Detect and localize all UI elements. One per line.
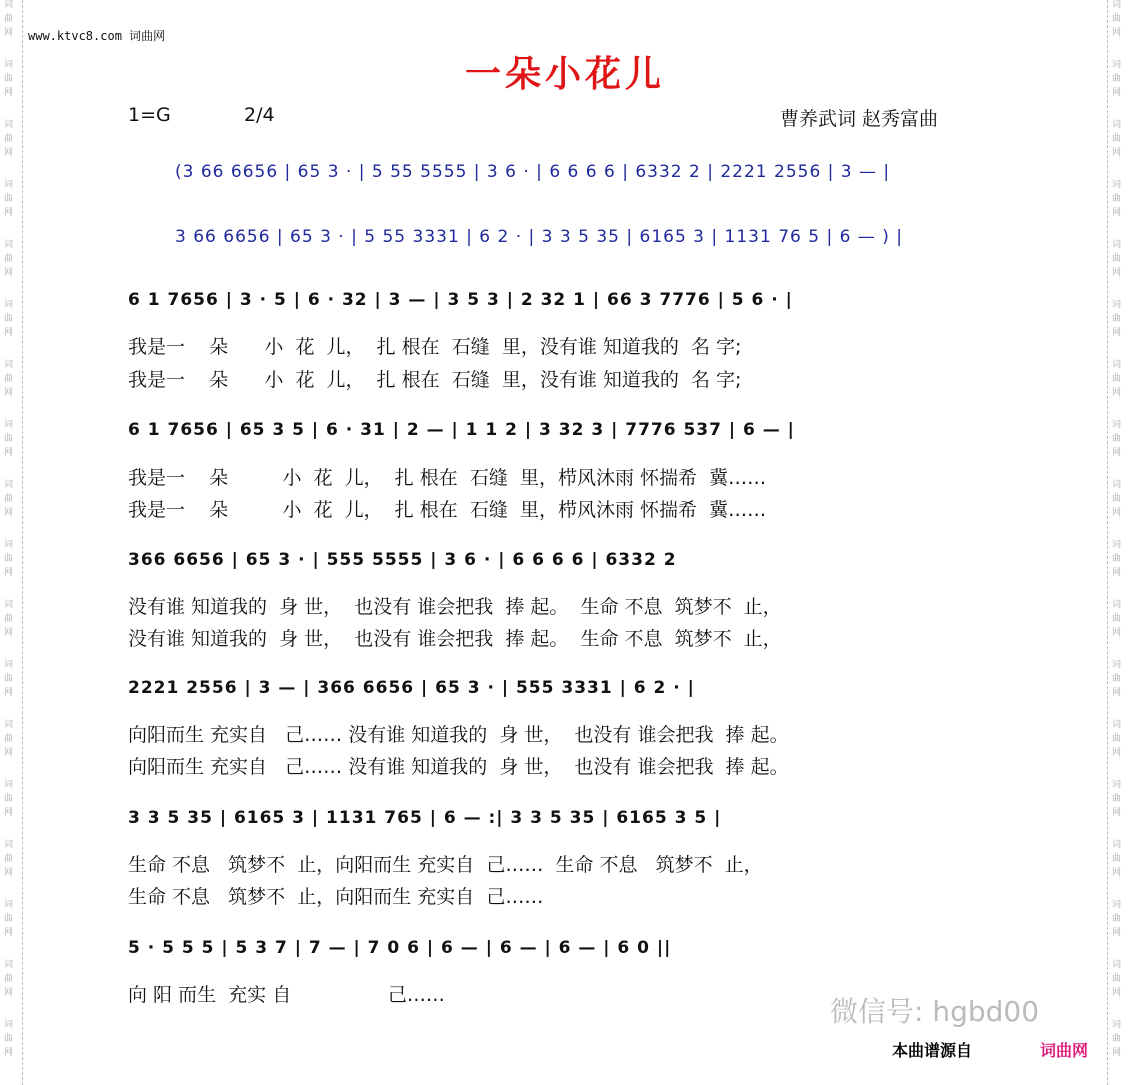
- watermark-glyph: 曲: [1112, 794, 1122, 804]
- watermark-glyph: 曲: [4, 1034, 14, 1044]
- watermark-glyph: 网: [4, 148, 14, 158]
- watermark-glyph: 网: [1112, 388, 1122, 398]
- watermark-glyph: 词: [1112, 1020, 1122, 1030]
- watermark-glyph: 网: [4, 448, 14, 458]
- watermark-glyph: 网: [1112, 748, 1122, 758]
- watermark-glyph: 词: [4, 660, 14, 670]
- watermark-glyph: 网: [1112, 88, 1122, 98]
- watermark-glyph: 网: [1112, 268, 1122, 278]
- watermark-glyph: 曲: [4, 314, 14, 324]
- watermark-glyph: 网: [1112, 448, 1122, 458]
- watermark-glyph: 词: [1112, 600, 1122, 610]
- watermark-glyph: 网: [1112, 808, 1122, 818]
- watermark-glyph: 网: [4, 388, 14, 398]
- watermark-glyph: 曲: [1112, 194, 1122, 204]
- watermark-glyph: 词: [4, 840, 14, 850]
- watermark-glyph: 网: [1112, 148, 1122, 158]
- watermark-glyph: 词: [4, 720, 14, 730]
- watermark-glyph: 网: [4, 28, 14, 38]
- wechat-watermark: 微信号: hgbd00: [830, 995, 1040, 1028]
- watermark-glyph: 曲: [1112, 914, 1122, 924]
- score-row-4: 2221 2556 | 3 — | 366 6656 | 65 3 · | 555 3331 | 6 2 · |: [128, 678, 695, 698]
- watermark-glyph: 曲: [4, 14, 14, 24]
- watermark-glyph: 网: [4, 88, 14, 98]
- watermark-glyph: 曲: [1112, 554, 1122, 564]
- watermark-glyph: 词: [1112, 120, 1122, 130]
- watermark-glyph: 网: [4, 328, 14, 338]
- watermark-glyph: 词: [4, 1020, 14, 1030]
- lyric-line: 生命 不息 筑梦不 止，向阳而生 充实自 己……: [128, 886, 544, 908]
- watermark-glyph: 词: [1112, 540, 1122, 550]
- credits: 曹养武词 赵秀富曲: [780, 108, 939, 130]
- watermark-glyph: 词: [4, 420, 14, 430]
- watermark-glyph: 词: [4, 240, 14, 250]
- watermark-glyph: 词: [1112, 480, 1122, 490]
- watermark-glyph: 曲: [4, 914, 14, 924]
- watermark-glyph: 词: [4, 180, 14, 190]
- score-row-5: 3 3 5 35 | 6165 3 | 1131 765 | 6 — :| 3 3 5 35 | 6165 3 5 |: [128, 808, 722, 828]
- watermark-glyph: 网: [4, 988, 14, 998]
- watermark-glyph: 网: [1112, 988, 1122, 998]
- watermark-glyph: 网: [4, 688, 14, 698]
- watermark-glyph: 曲: [1112, 374, 1122, 384]
- score-row-1: 6 1 7656 | 3 · 5 | 6 · 32 | 3 — | 3 5 3 | 2 32 1 | 66 3 7776 | 5 6 · |: [128, 290, 793, 310]
- watermark-glyph: 曲: [4, 554, 14, 564]
- lyric-line: 生命 不息 筑梦不 止，向阳而生 充实自 己…… 生命 不息 筑梦不 止，: [128, 854, 763, 876]
- lyric-line: 我是一 朵 小 花 儿， 扎 根在 石缝 里，栉风沐雨 怀揣希 冀……: [128, 499, 767, 521]
- watermark-glyph: 曲: [4, 974, 14, 984]
- watermark-glyph: 词: [1112, 360, 1122, 370]
- watermark-glyph: 词: [1112, 420, 1122, 430]
- watermark-glyph: 词: [4, 360, 14, 370]
- score-row-intro-2: 3 66 6656 | 65 3 · | 5 55 3331 | 6 2 · | 3 3 5 35 | 6165 3 | 1131 76 5 | 6 — ) |: [175, 227, 903, 247]
- watermark-glyph: 网: [4, 808, 14, 818]
- right-watermark-strip: [1107, 0, 1130, 1085]
- watermark-glyph: 词: [1112, 960, 1122, 970]
- lyric-line: 向阳而生 充实自 己…… 没有谁 知道我的 身 世， 也没有 谁会把我 捧 起。: [128, 724, 789, 746]
- watermark-glyph: 词: [4, 120, 14, 130]
- watermark-glyph: 网: [4, 868, 14, 878]
- watermark-glyph: 词: [1112, 660, 1122, 670]
- watermark-glyph: 曲: [4, 434, 14, 444]
- watermark-glyph: 词: [1112, 900, 1122, 910]
- watermark-glyph: 曲: [1112, 494, 1122, 504]
- watermark-glyph: 网: [4, 748, 14, 758]
- watermark-glyph: 网: [4, 268, 14, 278]
- lyric-line: 没有谁 知道我的 身 世， 也没有 谁会把我 捧 起。 生命 不息 筑梦不 止，: [128, 596, 782, 618]
- watermark-glyph: 词: [1112, 240, 1122, 250]
- watermark-glyph: 网: [1112, 688, 1122, 698]
- watermark-glyph: 曲: [1112, 854, 1122, 864]
- watermark-glyph: 网: [4, 628, 14, 638]
- watermark-glyph: 网: [1112, 1048, 1122, 1058]
- watermark-glyph: 词: [4, 600, 14, 610]
- watermark-glyph: 曲: [1112, 734, 1122, 744]
- watermark-glyph: 网: [1112, 328, 1122, 338]
- score-row-6: 5 · 5 5 5 | 5 3 7 | 7 — | 7 0 6 | 6 — | 6 — | 6 — | 6 0 ||: [128, 938, 672, 958]
- watermark-glyph: 词: [1112, 180, 1122, 190]
- watermark-glyph: 网: [1112, 868, 1122, 878]
- watermark-glyph: 网: [4, 508, 14, 518]
- watermark-glyph: 词: [1112, 60, 1122, 70]
- watermark-glyph: 曲: [4, 194, 14, 204]
- watermark-glyph: 曲: [4, 254, 14, 264]
- watermark-glyph: 网: [1112, 568, 1122, 578]
- watermark-glyph: 网: [4, 208, 14, 218]
- watermark-glyph: 曲: [1112, 134, 1122, 144]
- time-signature: 2/4: [244, 104, 275, 126]
- left-watermark-strip: [0, 0, 23, 1085]
- watermark-glyph: 曲: [1112, 434, 1122, 444]
- score-row-3: 366 6656 | 65 3 · | 555 5555 | 3 6 · | 6 6 6 6 | 6332 2: [128, 550, 677, 570]
- watermark-glyph: 网: [1112, 508, 1122, 518]
- lyric-line: 我是一 朵 小 花 儿， 扎 根在 石缝 里，栉风沐雨 怀揣希 冀……: [128, 467, 767, 489]
- watermark-glyph: 曲: [4, 794, 14, 804]
- page-title: 一朵小花儿: [464, 53, 665, 95]
- watermark-glyph: 曲: [4, 734, 14, 744]
- footer-source-label: 本曲谱源自: [892, 1041, 973, 1060]
- watermark-glyph: 曲: [4, 134, 14, 144]
- watermark-glyph: 曲: [4, 614, 14, 624]
- watermark-glyph: 词: [1112, 840, 1122, 850]
- watermark-glyph: 曲: [4, 74, 14, 84]
- watermark-glyph: 词: [4, 0, 14, 10]
- watermark-glyph: 词: [4, 900, 14, 910]
- watermark-glyph: 词: [4, 60, 14, 70]
- watermark-glyph: 曲: [1112, 614, 1122, 624]
- watermark-glyph: 曲: [1112, 314, 1122, 324]
- watermark-glyph: 曲: [1112, 674, 1122, 684]
- lyric-line: 我是一 朵 小 花 儿， 扎 根在 石缝 里，没有谁 知道我的 名 字;: [128, 369, 742, 391]
- watermark-glyph: 词: [1112, 0, 1122, 10]
- lyric-line: 向 阳 而生 充实 自 己……: [128, 984, 445, 1006]
- watermark-glyph: 网: [4, 568, 14, 578]
- watermark-glyph: 词: [4, 540, 14, 550]
- footer-source-link[interactable]: 词曲网: [1040, 1041, 1089, 1060]
- watermark-glyph: 网: [1112, 628, 1122, 638]
- lyric-line: 没有谁 知道我的 身 世， 也没有 谁会把我 捧 起。 生命 不息 筑梦不 止，: [128, 628, 782, 650]
- lyric-line: 向阳而生 充实自 己…… 没有谁 知道我的 身 世， 也没有 谁会把我 捧 起。: [128, 756, 789, 778]
- watermark-glyph: 曲: [4, 674, 14, 684]
- watermark-glyph: 词: [1112, 780, 1122, 790]
- key-signature: 1=G: [128, 104, 171, 126]
- score-row-intro-1: (3 66 6656 | 65 3 · | 5 55 5555 | 3 6 · | 6 6 6 6 | 6332 2 | 2221 2556 | 3 — |: [175, 162, 891, 182]
- watermark-glyph: 曲: [4, 854, 14, 864]
- watermark-glyph: 曲: [1112, 1034, 1122, 1044]
- watermark-glyph: 词: [1112, 720, 1122, 730]
- watermark-glyph: 曲: [4, 494, 14, 504]
- watermark-glyph: 词: [4, 300, 14, 310]
- watermark-glyph: 网: [4, 1048, 14, 1058]
- watermark-glyph: 网: [4, 928, 14, 938]
- watermark-glyph: 词: [4, 780, 14, 790]
- watermark-glyph: 网: [1112, 208, 1122, 218]
- watermark-glyph: 网: [1112, 928, 1122, 938]
- watermark-glyph: 词: [1112, 300, 1122, 310]
- watermark-glyph: 网: [1112, 28, 1122, 38]
- watermark-glyph: 曲: [1112, 254, 1122, 264]
- watermark-glyph: 词: [4, 480, 14, 490]
- watermark-glyph: 曲: [1112, 14, 1122, 24]
- watermark-glyph: 词: [4, 960, 14, 970]
- site-url[interactable]: www.ktvc8.com 词曲网: [28, 29, 166, 43]
- watermark-glyph: 曲: [4, 374, 14, 384]
- lyric-line: 我是一 朵 小 花 儿， 扎 根在 石缝 里，没有谁 知道我的 名 字;: [128, 336, 742, 358]
- score-row-2: 6 1 7656 | 65 3 5 | 6 · 31 | 2 — | 1 1 2 | 3 32 3 | 7776 537 | 6 — |: [128, 420, 795, 440]
- watermark-glyph: 曲: [1112, 974, 1122, 984]
- watermark-glyph: 曲: [1112, 74, 1122, 84]
